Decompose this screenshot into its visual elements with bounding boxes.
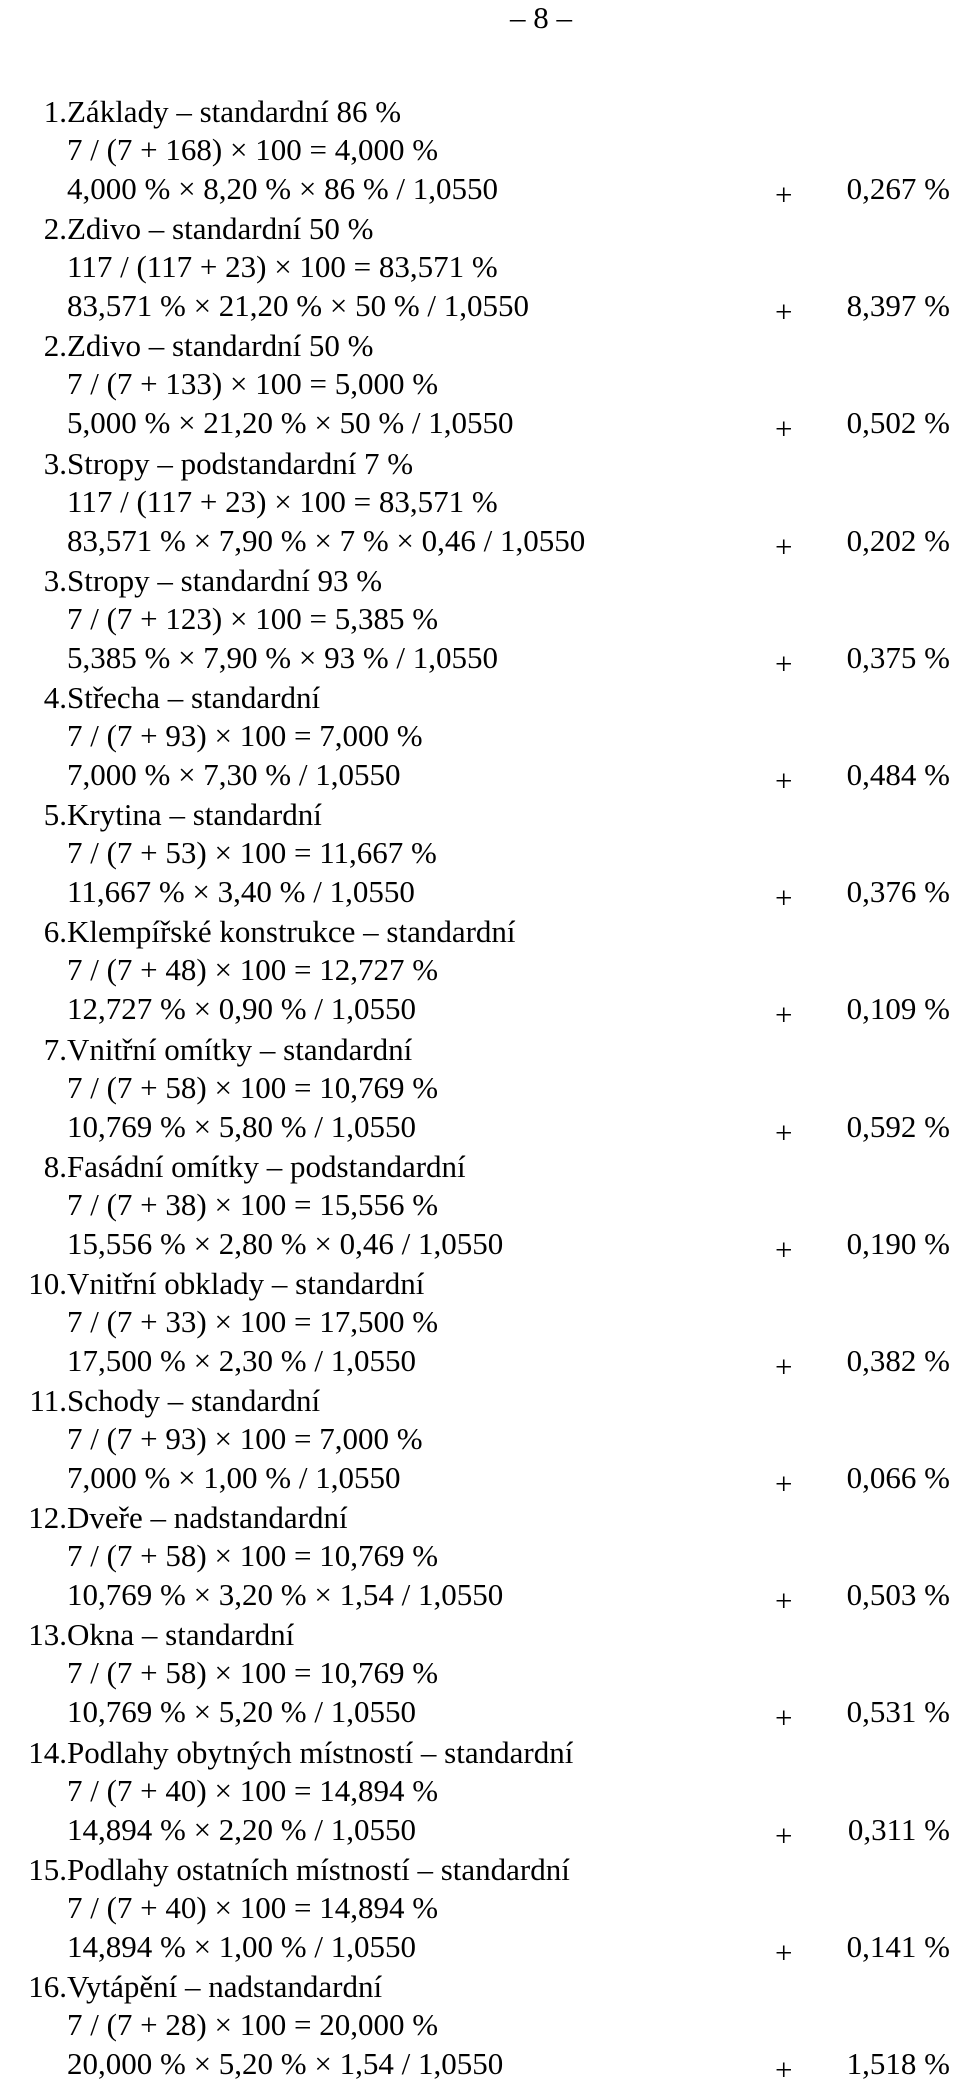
item-number: 4. [43, 679, 67, 715]
calculation-item [0, 327, 960, 447]
item-ratio-formula: 7 / (7 + 40) × 100 = 14,894 % [67, 1772, 439, 1808]
item-ratio-line [0, 131, 960, 169]
item-number: 15. [28, 1851, 67, 1887]
item-title: Vnitřní omítky – standardní [67, 1031, 413, 1067]
item-number: 12. [28, 1500, 67, 1536]
item-title: Střecha – standardní [67, 679, 321, 715]
item-ratio-line [0, 1420, 960, 1458]
item-title: Podlahy ostatních místností – standardní [67, 1851, 570, 1887]
item-heading-line [0, 93, 960, 131]
item-ratio-formula: 7 / (7 + 28) × 100 = 20,000 % [67, 2007, 439, 2042]
calculation-list [0, 93, 960, 2085]
item-result-formula: 4,000 % × 8,20 % × 86 % / 1,0550 [67, 171, 499, 206]
item-result-formula: 7,000 % × 1,00 % / 1,0550 [67, 1460, 401, 1496]
item-result-line [0, 170, 960, 212]
item-number: 3. [43, 562, 67, 598]
calculation-item [0, 210, 960, 330]
item-result-line [0, 1693, 960, 1736]
item-result-line [0, 404, 960, 447]
item-heading-line [0, 327, 960, 365]
item-title: Dveře – nadstandardní [67, 1500, 348, 1536]
item-title: Fasádní omítky – podstandardní [67, 1148, 466, 1184]
calculation-item [0, 93, 960, 210]
item-result-line [0, 990, 960, 1033]
calculation-item [0, 1968, 960, 2085]
item-number: 10. [28, 1265, 67, 1301]
item-result-value: 0,502 % [846, 405, 950, 441]
item-result-formula: 5,385 % × 7,90 % × 93 % / 1,0550 [67, 639, 499, 675]
item-result-value: 0,484 % [846, 756, 950, 792]
item-heading-line [0, 1616, 960, 1654]
item-heading-line [0, 1968, 960, 2006]
item-sign: + [775, 294, 793, 330]
item-number: 8. [43, 1148, 67, 1184]
calculation-item [0, 562, 960, 679]
item-ratio-line [0, 365, 960, 403]
item-heading-line [0, 679, 960, 717]
item-ratio-line [0, 600, 960, 638]
item-result-line [0, 1576, 960, 1619]
item-title: Krytina – standardní [67, 797, 322, 833]
item-sign: + [775, 1817, 793, 1853]
item-result-value: 1,518 % [846, 2046, 950, 2081]
item-sign: + [775, 2052, 793, 2087]
item-sign: + [775, 1700, 793, 1736]
calculation-item [0, 679, 960, 796]
item-title: Zdivo – standardní 50 % [67, 328, 374, 364]
item-ratio-line [0, 1537, 960, 1575]
item-result-line [0, 287, 960, 330]
item-result-value: 0,066 % [846, 1460, 950, 1496]
calculation-item [0, 1734, 960, 1851]
item-ratio-formula: 117 / (117 + 23) × 100 = 83,571 % [67, 483, 498, 519]
item-title: Základy – standardní 86 % [67, 94, 402, 129]
item-result-line [0, 1342, 960, 1384]
item-ratio-formula: 7 / (7 + 58) × 100 = 10,769 % [67, 1655, 439, 1691]
calculation-item [0, 1148, 960, 1265]
item-ratio-line [0, 2006, 960, 2044]
item-title: Zdivo – standardní 50 % [67, 211, 374, 247]
calculation-item [0, 1031, 960, 1148]
item-number: 1. [43, 94, 67, 129]
calculation-item [0, 913, 960, 1033]
page-number: – 8 – [510, 0, 572, 35]
item-result-formula: 5,000 % × 21,20 % × 50 % / 1,0550 [67, 405, 514, 441]
item-result-formula: 12,727 % × 0,90 % / 1,0550 [67, 991, 416, 1027]
item-heading-line [0, 210, 960, 248]
item-heading-line [0, 1382, 960, 1420]
item-result-formula: 83,571 % × 7,90 % × 7 % × 0,46 / 1,0550 [67, 522, 586, 558]
item-heading-line [0, 913, 960, 951]
item-result-value: 0,311 % [847, 1811, 950, 1847]
item-sign: + [775, 1583, 793, 1619]
item-result-line [0, 1225, 960, 1267]
item-result-line [0, 2045, 960, 2087]
item-sign: + [775, 177, 793, 212]
item-number: 11. [29, 1383, 67, 1419]
item-ratio-line [0, 1889, 960, 1927]
item-ratio-formula: 7 / (7 + 38) × 100 = 15,556 % [67, 1186, 439, 1222]
item-result-formula: 14,894 % × 1,00 % / 1,0550 [67, 1928, 416, 1964]
item-number: 14. [28, 1734, 67, 1770]
item-ratio-formula: 7 / (7 + 33) × 100 = 17,500 % [67, 1303, 439, 1339]
calculation-item [0, 445, 960, 562]
item-result-value: 0,375 % [846, 639, 950, 675]
item-sign: + [775, 1934, 793, 1970]
item-result-line [0, 873, 960, 916]
item-result-formula: 10,769 % × 5,20 % / 1,0550 [67, 1694, 416, 1730]
item-number: 13. [28, 1617, 67, 1653]
item-number: 7. [43, 1031, 67, 1067]
item-ratio-line [0, 483, 960, 521]
item-heading-line [0, 1148, 960, 1186]
item-sign: + [775, 762, 793, 798]
calculation-item [0, 796, 960, 916]
item-result-line [0, 1928, 960, 1970]
item-result-formula: 83,571 % × 21,20 % × 50 % / 1,0550 [67, 288, 530, 324]
item-result-line [0, 522, 960, 564]
item-ratio-formula: 7 / (7 + 93) × 100 = 7,000 % [67, 717, 423, 753]
item-number: 5. [43, 797, 67, 833]
item-ratio-line [0, 717, 960, 755]
item-sign: + [775, 1348, 793, 1384]
item-result-value: 0,376 % [846, 874, 950, 910]
item-result-formula: 7,000 % × 7,30 % / 1,0550 [67, 756, 401, 792]
item-ratio-formula: 7 / (7 + 48) × 100 = 12,727 % [67, 952, 439, 988]
item-ratio-formula: 7 / (7 + 53) × 100 = 11,667 % [67, 835, 437, 871]
item-sign: + [775, 1114, 793, 1150]
item-title: Klempířské konstrukce – standardní [67, 914, 516, 950]
item-ratio-formula: 7 / (7 + 40) × 100 = 14,894 % [67, 1889, 439, 1925]
item-ratio-formula: 7 / (7 + 93) × 100 = 7,000 % [67, 1421, 423, 1457]
item-title: Podlahy obytných místností – standardní [67, 1734, 574, 1770]
item-result-line [0, 1108, 960, 1150]
calculation-item [0, 1499, 960, 1619]
item-result-value: 0,531 % [846, 1694, 950, 1730]
item-sign: + [775, 528, 793, 564]
item-title: Stropy – podstandardní 7 % [67, 445, 414, 481]
item-heading-line [0, 1851, 960, 1889]
item-ratio-line [0, 248, 960, 286]
item-heading-line [0, 1734, 960, 1772]
item-sign: + [775, 411, 793, 447]
item-number: 16. [28, 1969, 67, 2004]
item-heading-line [0, 1499, 960, 1537]
item-sign: + [775, 1466, 793, 1502]
item-sign: + [775, 880, 793, 916]
item-heading-line [0, 562, 960, 600]
item-result-value: 0,109 % [846, 991, 950, 1027]
item-result-value: 0,141 % [846, 1928, 950, 1964]
calculation-item [0, 1851, 960, 1968]
item-sign: + [775, 645, 793, 681]
item-ratio-formula: 7 / (7 + 133) × 100 = 5,000 % [67, 366, 439, 402]
item-ratio-line [0, 1654, 960, 1692]
item-result-value: 0,592 % [846, 1108, 950, 1144]
item-result-value: 8,397 % [846, 288, 950, 324]
item-number: 2. [43, 211, 67, 247]
calculation-item [0, 1616, 960, 1736]
item-heading-line [0, 1265, 960, 1303]
item-number: 6. [43, 914, 67, 950]
item-ratio-line [0, 834, 960, 872]
item-ratio-line [0, 1772, 960, 1810]
item-title: Vytápění – nadstandardní [67, 1969, 383, 2004]
item-title: Stropy – standardní 93 % [67, 562, 383, 598]
item-ratio-formula: 7 / (7 + 168) × 100 = 4,000 % [67, 132, 439, 167]
item-ratio-formula: 7 / (7 + 58) × 100 = 10,769 % [67, 1069, 439, 1105]
item-number: 3. [43, 445, 67, 481]
item-result-formula: 10,769 % × 5,80 % / 1,0550 [67, 1108, 416, 1144]
item-number: 2. [43, 328, 67, 364]
item-ratio-line [0, 1069, 960, 1107]
item-result-value: 0,190 % [846, 1225, 950, 1261]
item-result-line [0, 1811, 960, 1853]
item-ratio-line [0, 1303, 960, 1341]
item-ratio-formula: 7 / (7 + 123) × 100 = 5,385 % [67, 600, 439, 636]
item-result-line [0, 756, 960, 798]
item-sign: + [775, 997, 793, 1033]
item-result-value: 0,382 % [846, 1342, 950, 1378]
item-ratio-line [0, 951, 960, 989]
item-result-line [0, 639, 960, 681]
item-title: Schody – standardní [67, 1383, 321, 1419]
calculation-item [0, 1382, 960, 1502]
calculation-item [0, 1265, 960, 1382]
item-result-formula: 20,000 % × 5,20 % × 1,54 / 1,0550 [67, 2046, 504, 2081]
item-heading-line [0, 796, 960, 834]
item-title: Vnitřní obklady – standardní [67, 1265, 425, 1301]
item-result-formula: 10,769 % × 3,20 % × 1,54 / 1,0550 [67, 1577, 504, 1613]
item-title: Okna – standardní [67, 1617, 295, 1653]
item-heading-line [0, 1031, 960, 1069]
item-ratio-formula: 117 / (117 + 23) × 100 = 83,571 % [67, 249, 498, 285]
item-ratio-formula: 7 / (7 + 58) × 100 = 10,769 % [67, 1538, 439, 1574]
item-result-value: 0,267 % [846, 171, 950, 206]
item-sign: + [775, 1231, 793, 1267]
item-result-formula: 15,556 % × 2,80 % × 0,46 / 1,0550 [67, 1225, 504, 1261]
item-ratio-line [0, 1186, 960, 1224]
item-result-formula: 11,667 % × 3,40 % / 1,0550 [67, 874, 415, 910]
item-result-value: 0,202 % [846, 522, 950, 558]
item-result-line [0, 1459, 960, 1502]
item-result-formula: 17,500 % × 2,30 % / 1,0550 [67, 1342, 416, 1378]
item-result-formula: 14,894 % × 2,20 % / 1,0550 [67, 1811, 416, 1847]
item-heading-line [0, 445, 960, 483]
item-result-value: 0,503 % [846, 1577, 950, 1613]
